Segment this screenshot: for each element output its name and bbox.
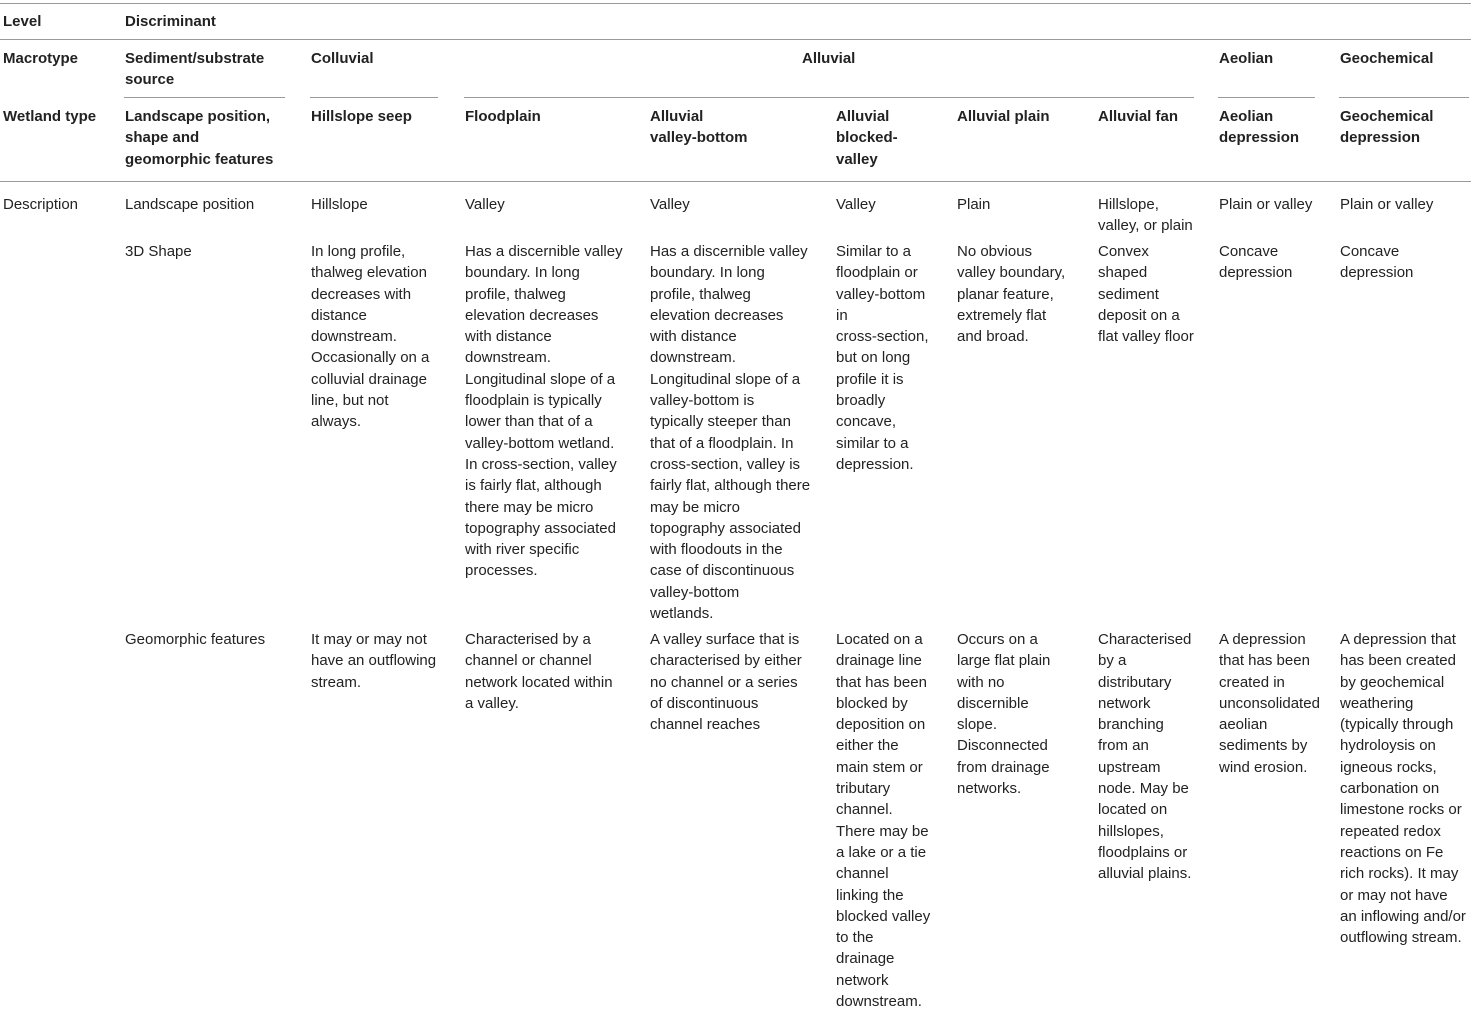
- type-floodplain: Floodplain: [465, 108, 541, 125]
- sediment-source-underline: [124, 97, 285, 98]
- macrotype-label: Macrotype: [3, 50, 79, 67]
- geomorphic-floodplain: Characterised by a channel or channel network located within a valley.: [465, 631, 613, 712]
- geomorphic-blocked-valley: Located on a drainage line that has been blocked by deposition on either the main stem or tributary channel. There may be a lake or a tie channel linking the blocked valley to the drainage network downstream.: [836, 631, 931, 1011]
- type-alluvial-blocked-valley: Alluvial blocked- valley: [836, 108, 898, 168]
- wetland-type-label: Wetland type: [3, 108, 97, 125]
- shape-3d-geochemical: Concave depression: [1340, 243, 1414, 282]
- table-top-rule: [0, 3, 1471, 4]
- type-hillslope-seep: Hillslope seep: [311, 108, 412, 125]
- landscape-position-label: Landscape position: [125, 196, 255, 213]
- sediment-source-label: Sediment/substrate source: [125, 50, 265, 89]
- landscape-position-floodplain: Valley: [465, 196, 505, 213]
- type-geochemical-depression: Geochemical depression: [1340, 108, 1434, 147]
- landscape-position-aeolian: Plain or valley: [1219, 196, 1313, 213]
- landscape-position-blocked-valley: Valley: [836, 196, 876, 213]
- type-aeolian-depression: Aeolian depression: [1219, 108, 1300, 147]
- type-alluvial-fan: Alluvial fan: [1098, 108, 1179, 125]
- landscape-features-label: Landscape position, shape and geomorphic features: [125, 108, 274, 168]
- landscape-position-alluvial-fan: Hillslope, valley, or plain: [1098, 196, 1193, 235]
- landscape-position-valley-bottom: Valley: [650, 196, 690, 213]
- geomorphic-aeolian: A depression that has been created in unconsolidated aeolian sediments by wind erosion.: [1219, 631, 1320, 776]
- geomorphic-alluvial-fan: Characterised by a distributary network branching from an upstream node. May be located on hillslopes, floodplains or alluvial plains.: [1098, 631, 1192, 883]
- geomorphic-alluvial-plain: Occurs on a large flat plain with no discernible slope. Disconnected from drainage networks.: [957, 631, 1051, 798]
- landscape-position-alluvial-plain: Plain: [957, 196, 991, 213]
- type-alluvial-plain: Alluvial plain: [957, 108, 1050, 125]
- geomorphic-valley-bottom: A valley surface that is characterised by either no channel or a series of discontinuous channel reaches: [650, 631, 802, 734]
- geomorphic-hillslope-seep: It may or may not have an outflowing stream.: [311, 631, 437, 691]
- shape-3d-floodplain: Has a discernible valley boundary. In long profile, thalweg elevation decreases with distance downstream. Longitudinal slope of a floodplain is typically lower than that of a valley-bottom wetland. In cross-section, valley is fairly flat, although there may be micro topography associated with river specific processes.: [465, 243, 623, 580]
- landscape-position-hillslope-seep: Hillslope: [311, 196, 368, 213]
- macrotype-aeolian: Aeolian: [1219, 50, 1274, 67]
- shape-3d-blocked-valley: Similar to a floodplain or valley-bottom in cross-section, but on long profile it is broadly concave, similar to a depression.: [836, 243, 929, 473]
- landscape-position-geochemical: Plain or valley: [1340, 196, 1434, 213]
- header-bottom-rule: [0, 181, 1471, 182]
- macrotype-geochemical: Geochemical: [1340, 50, 1434, 67]
- level-label: Level: [3, 13, 42, 30]
- shape-3d-hillslope-seep: In long profile, thalweg elevation decreases with distance downstream. Occasionally on a colluvial drainage line, but not always.: [311, 243, 430, 431]
- shape-3d-valley-bottom: Has a discernible valley boundary. In long profile, thalweg elevation decreases with distance downstream. Longitudinal slope of a valley-bottom is typically steeper than that of a floodplain. In cross-section, valley is fairly flat, although there may be micro topography associated with floodouts in the case of discontinuous valley-bottom wetlands.: [650, 243, 811, 623]
- colluvial-underline: [310, 97, 438, 98]
- geomorphic-features-label: Geomorphic features: [125, 631, 266, 648]
- geomorphic-geochemical: A depression that has been created by geochemical weathering (typically through hydroloysis on igneous rocks, carbonation on limestone rocks or repeated redox reactions on Fe rich rocks). It may or may not have an inflowing and/or outflowing stream.: [1340, 631, 1466, 947]
- macrotype-alluvial: Alluvial: [802, 50, 856, 67]
- aeolian-underline: [1218, 97, 1315, 98]
- geochemical-underline: [1339, 97, 1469, 98]
- type-alluvial-valley-bottom: Alluvial valley-bottom: [650, 108, 748, 147]
- shape-3d-label: 3D Shape: [125, 243, 192, 260]
- shape-3d-alluvial-plain: No obvious valley boundary, planar feature, extremely flat and broad.: [957, 243, 1066, 346]
- description-label: Description: [3, 196, 79, 213]
- discriminant-label: Discriminant: [125, 13, 216, 30]
- shape-3d-alluvial-fan: Convex shaped sediment deposit on a flat valley floor: [1098, 243, 1194, 346]
- alluvial-underline: [464, 97, 1194, 98]
- macrotype-colluvial: Colluvial: [311, 50, 374, 67]
- shape-3d-aeolian: Concave depression: [1219, 243, 1293, 282]
- level-row-rule: [0, 39, 1471, 40]
